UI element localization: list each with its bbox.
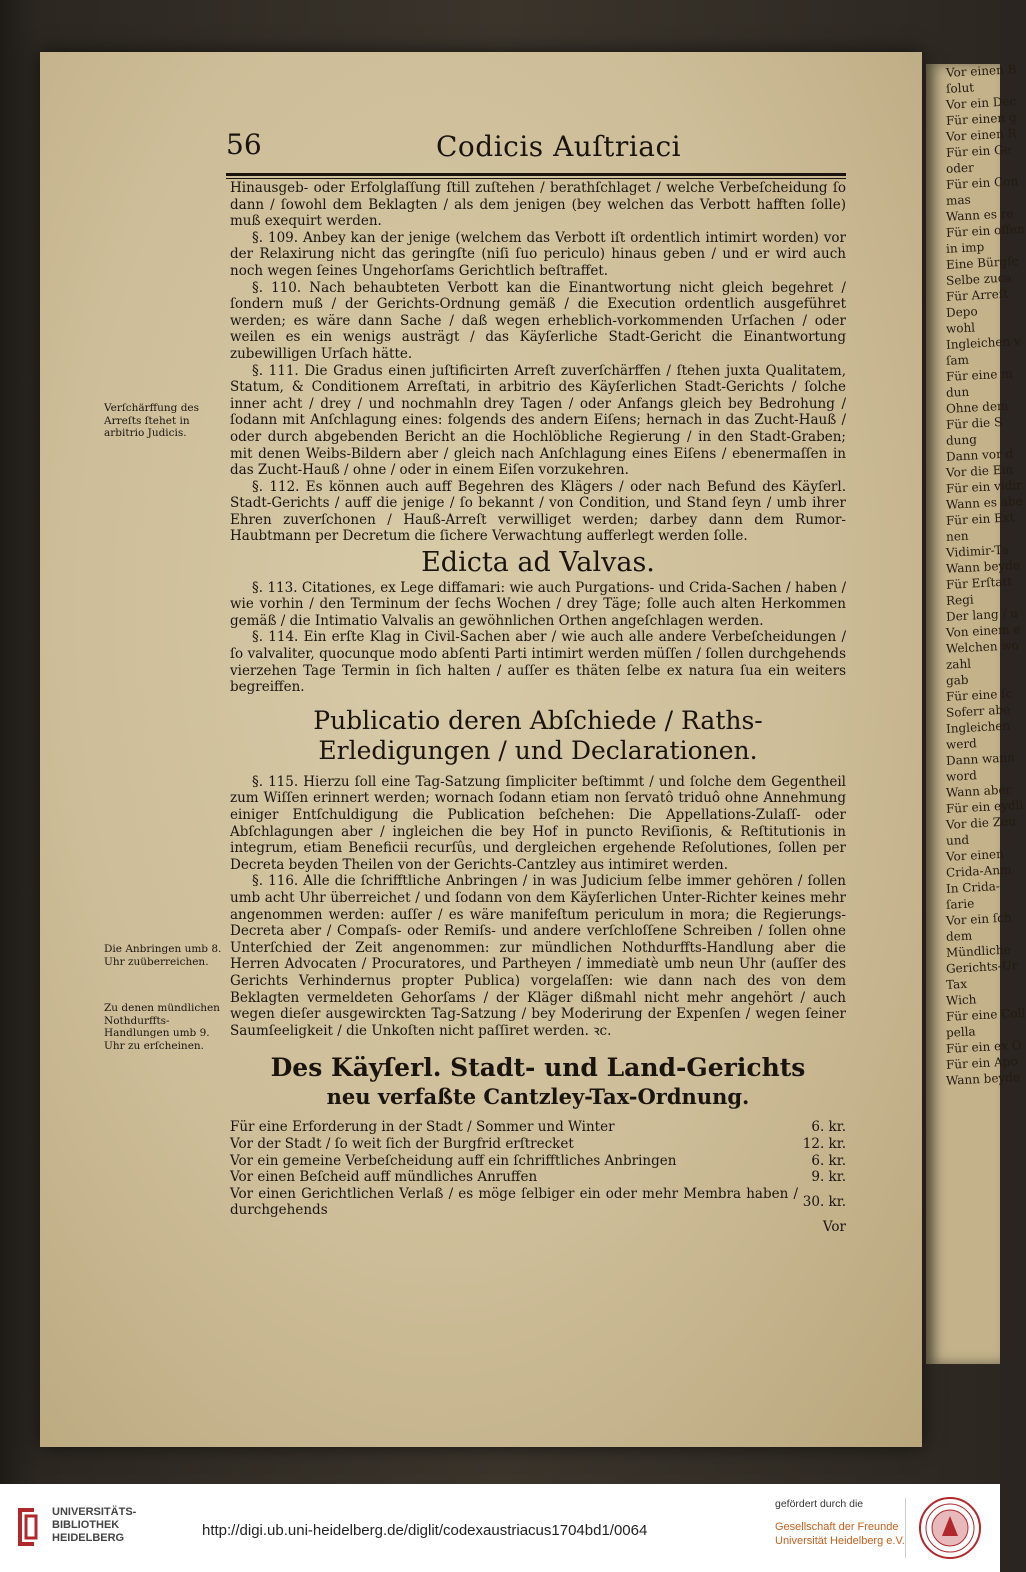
tax-item-text: Für eine Erforderung in der Stadt / Sommer und Winter [230,1119,615,1136]
sponsor-label: gefördert durch die [775,1498,864,1510]
heading-tax-line-1: Des Käyſerl. Stadt- und Land-Gerichts [270,1053,806,1083]
facing-page-fragment: dung [945,432,978,448]
tax-item-amount: 30. kr. [802,1193,846,1210]
facing-page-fragment: Welchen wo [945,638,1020,656]
tax-item-text: Vor einen Beſcheid auff mündliches Anruffen [230,1169,538,1186]
facing-page-fragment: Für ein Ext [945,510,1015,528]
tax-row [230,1136,846,1153]
tax-item-text: Vor der Stadt / ſo weit ſich der Burgfrid erſtrecket [230,1135,574,1152]
tax-item-amount: 12. kr. [802,1135,846,1152]
header-rule-thin [226,178,846,179]
facing-page-fragment: Der lang / u [945,606,1019,624]
paragraph-116: §. 116. Alle die ſchrifftliche Anbringen / in was Judicium ſelbe immer gehören / ſollen umb acht Uhr überreichet / und ſodann von dem Käyſerlichen Unter-Richter keines mehr angenommen werden: auſſer / es wäre manifeſtum periculum in mora; die Regierungs-Decreta aber / Compaſs- oder Remiſs- und andere verſchloſſene Schreiben / ſollen ohne Unterſchied der Zeit angenommen: zur mündlichen Nothdurffts-Handlung aber die Herren Advocaten / Procuratores, und Partheyen / immediatè umb neun Uhr (auſſer des Gerichts Verhindernus propter Publica) vorgelaſſen: wie dann nach des von dem Beklagten vermeldeten Gehorſams / der Kläger dißmahl nicht mehr angehört / auch wegen dieſer ausgewirckten Tag-Satzung / bey Moderirung der Expenſen / wegen ſeiner Saumſeeligkeit / die Unkoſten nicht paſſiret werden. ꝛc. [230,873,846,1039]
facing-page-fragment: Wich [945,992,977,1008]
institution-name [52,1506,136,1545]
facing-page-edge [926,62,1026,1364]
facing-page-fragment: Für ein Ge [945,142,1012,160]
facing-page-fragment: Vor die Zeu [945,814,1017,832]
facing-page-fragment: und [945,832,970,848]
tax-row [230,1169,846,1186]
heading-edicta: Edicta ad Valvas. [421,547,655,579]
sponsor-name [775,1520,905,1548]
facing-page-fragment: Für Arreſt [945,286,1009,304]
facing-page-fragment: mas [945,192,972,208]
tax-row [230,1119,846,1136]
tax-item-text: Vor ein gemeine Verbeſcheidung auff ein ſchrifftliches Anbringen [230,1152,677,1169]
facing-page-fragment: Depo [945,304,978,320]
facing-page-fragment: dun [945,384,970,400]
paragraph-112: §. 112. Es können auch auff Begehren des Klägers / oder nach Befund des Käyſerl. Stadt-Gerichts / auff die jenige / ſo bekannt / von Condition, und Stand ſeyn / umb ihrer Ehren zuverſchonen / Hauß-Arreſt verwilliget werden; darbey dann dem Rumor-Haubtmann per Decretum die ſichere Verwachtung aufferlegt werden ſolle. [230,478,846,545]
header-rule [226,173,846,176]
book-page [40,52,922,1447]
tax-item-amount: 6. kr. [811,1119,846,1136]
institution-line-2: BIBLIOTHEK [52,1519,120,1531]
facing-page-fragment: Wann es re [945,206,1014,224]
facing-page-fragment: gab [945,672,969,688]
facing-page-fragment: werd [945,736,978,752]
tax-item-amount: 9. kr. [811,1169,846,1186]
paragraph-109: §. 109. Anbey kan der jenige (welchem das Verbott iſt ordentlich intimirt worden) vor der Relaxirung nicht das geringſte (niſi ſuo periculo) hinaus geben / und er wird auch noch wegen ſeines Ungehorſams Gerichtlich beſtraffet. [230,229,846,279]
running-head: Codicis Auſtriaci [436,130,682,163]
facing-page-fragment: Crida-Anm [945,862,1012,880]
facing-page-fragment: Vor ein Dec [945,94,1017,112]
facing-page-fragment: ſolut [945,80,975,96]
margin-note-eight-oclock: Die Anbringen umb 8. Uhr zuüberreichen. [104,943,222,968]
facing-page-fragment: Für ein offen [945,221,1025,240]
facing-page-fragment: Für eine Coll [945,1005,1026,1024]
paragraph-114: §. 114. Ein erſte Klag in Civil-Sachen aber / wie auch alle andere Verbeſcheidungen / ſo valvaliter, quocunque modo abſenti Parti intimirt werden müſſen / ſollen durchgehends vierzehen Tage Termin in ſich halten / auſſer es thäten ſelbe ex natura ſua ein weiters begreiffen. [230,629,846,696]
facing-page-fragment: Ingleichen v [945,333,1022,352]
facing-page-fragment: Dann vor d [945,446,1014,464]
paragraph-111: §. 111. Die Gradus einen juſtificirten Arreſt zuverſchärffen / ſtehen juxta Qualitatem, Statum, & Conditionem Arreſtati, in arbitrio des Käyſerlichen Stadt-Gerichts / ſolche inner acht / drey / und nochmahln drey Tagen / oder Anfangs gleich bey Bedrohung / ſodann mit Anſchlagung eines: folgends des andern Eiſens; hernach in das Zucht-Hauß / oder durch abgebenden Bericht an die Hochlöbliche Regierung / in den Stadt-Graben; mit denen Weibs-Bildern aber / gleich nach Anſchlagung eines Eiſens / ebenermaſſen in das Zucht-Hauß / ohne / oder in einem Eiſen vorzukehren. [230,362,846,479]
facing-page-fragment: Ingleichen [945,718,1011,736]
facing-page-fragment: Vor einen [945,846,1005,864]
university-library-logo-icon [14,1506,40,1548]
facing-page-fragment: Für Erſtatt [945,574,1013,592]
university-seal-icon [918,1496,982,1560]
facing-page-fragment: Eine Bürgſc [945,254,1019,272]
margin-note-nine-oclock: Zu denen mündlichen Nothdurffts-Handlungen umb 9. Uhr zu erſcheinen. [104,1002,220,1052]
facing-page-fragment: Soferr abe [945,702,1011,720]
footer-divider [905,1498,906,1558]
facing-page-fragment: Vor einen R [945,126,1017,144]
facing-page-fragment: ſam [945,352,970,368]
facing-page-fragment: Tax [945,976,968,992]
tax-table [230,1119,846,1219]
page-body [230,180,846,1235]
heading-tax-ordnung [230,1053,846,1111]
facing-page-fragment: Wann beyde [945,1070,1021,1088]
facing-page-fragment: in imp [945,239,985,256]
facing-page-fragment: wohl [945,320,976,336]
facing-page-fragment: Vidimir-Ta [945,542,1009,560]
sponsor-line-1: Gesellschaft der Freunde [775,1521,899,1533]
facing-page-fragment: Ohne dem [945,398,1009,416]
facing-page-fragment: Von einem e [945,622,1021,640]
facing-page-fragment: word [945,768,978,784]
facing-page-fragment: Regi [945,592,975,608]
facing-page-fragment: Für einen g [945,110,1017,128]
facing-page-fragment: Selbe zuca [945,270,1012,288]
facing-page-fragment: Dann wann [945,750,1016,768]
facing-page-fragment: ſarie [945,896,975,912]
tax-row [230,1186,846,1219]
tax-item-amount: 6. kr. [811,1152,846,1169]
facing-page-fragment: Für die S [945,414,1003,432]
facing-page-fragment: Wann aber [945,782,1012,800]
facing-page-fragment: Für ein vidir [945,477,1023,496]
facing-page-fragment: Für eine m [945,366,1013,384]
facing-page-fragment: dem [945,928,973,944]
heading-tax-line-2: neu verfaßte Cantzley-Tax-Ordnung. [326,1084,750,1110]
facing-page-fragment: Für eine ſc [945,686,1013,704]
facing-page-fragment: Für ein ex O [945,1037,1022,1056]
page-number: 56 [226,128,262,161]
facing-page-fragment: Für ein eydli [945,797,1024,816]
facing-page-fragment: Für ein Apo [945,1054,1018,1072]
facing-page-fragment: oder [945,160,975,176]
institution-line-3: HEIDELBERG [52,1532,125,1544]
paragraph-110: §. 110. Nach behaubteten Verbott kan die Einantwortung nicht gleich begehret / ſondern muß / der Gerichts-Ordnung gemäß / die Execution ordentlich ausgeführet werden; es wäre dann Sache / daß wegen erheblich-vorkommenden Urſachen / oder weilen es ein wenigs austrägt / das Käyſerliche Stadt-Gericht die Einantwortung zubewilligen Urſach hätte. [230,279,846,362]
facing-page-fragment: Vor die Ein [945,462,1014,480]
facing-page-fragment: pella [945,1024,976,1040]
permalink-url[interactable]: http://digi.ub.uni-heidelberg.de/diglit/codexaustriacus1704bd1/0064 [202,1522,648,1539]
paragraph-115: §. 115. Hierzu ſoll eine Tag-Satzung ſimpliciter beſtimmt / und ſolche dem Gegentheil zum Wiſſen erinnert werden; wornach ſodann etiam non ſervatô triduô ohne Annehmung einiger Entſchuldigung die Publication beſchehen: Die Appellations-Zulaſſ- oder Abſchlagungen aber / ingleichen die bey Hof in puncto Reviſionis, & Reſtitutionis in integrum, etiam Beneficii recurſûs, und dergleichen ergehende Reſolutiones, ſollen per Decreta beyden Theilen von der Gerichts-Cantzley aus intimiret werden. [230,773,846,873]
facing-page-fragment: Mündliche [945,942,1011,960]
facing-page-fragment: Vor einen B [945,62,1017,80]
facing-page-fragment: In Crida- [945,879,1001,896]
viewer-footer [0,1484,1000,1572]
tax-row [230,1153,846,1170]
heading-publicatio: Publicatio deren Abſchiede / Raths-Erledigungen / und Declarationen. [313,705,763,765]
facing-page-fragment: Wann es abe [945,493,1024,512]
facing-page-fragment: Wann beyde [945,558,1021,576]
margin-note-arrest: Verſchärffung des Arreſts ſtehet in arbitrio Judicis. [104,402,200,439]
sponsor-line-2: Universität Heidelberg e.V. [775,1535,905,1547]
facing-page-fragment: Vor ein ſch [945,910,1013,928]
paragraph-113: §. 113. Citationes, ex Lege diffamari: wie auch Purgations- und Crida-Sachen / haben / wie vorhin / den Terminum der ſechs Wochen / drey Täge; ſolle auch alten Herkommen gemäß / die Intimatio Valvalis an gewöhnlichen Orthen angeſchlagen werden. [230,579,846,629]
institution-line-1: UNIVERSITÄTS- [52,1506,137,1518]
tax-item-text: Vor einen Gerichtlichen Verlaß / es möge ſelbiger ein oder mehr Membra haben / durchgehends [230,1185,798,1219]
facing-page-fragment: nen [945,528,969,544]
catchword: Vor [822,1218,846,1235]
facing-page-fragment: Für ein Con [945,174,1019,192]
facing-page-fragment: zahl [945,656,972,672]
facing-page-fragment: Gerichts-Ur [945,958,1018,976]
paragraph-continued: Hinausgeb- oder Erfolglaſſung ſtill zuſtehen / berathſchlaget / welche Verbeſcheidung ſo dann / ſowohl dem Beklagten / als dem jenigen (bey welchen das Verbott hafften ſolle) muß exequirt werden. [230,180,846,230]
